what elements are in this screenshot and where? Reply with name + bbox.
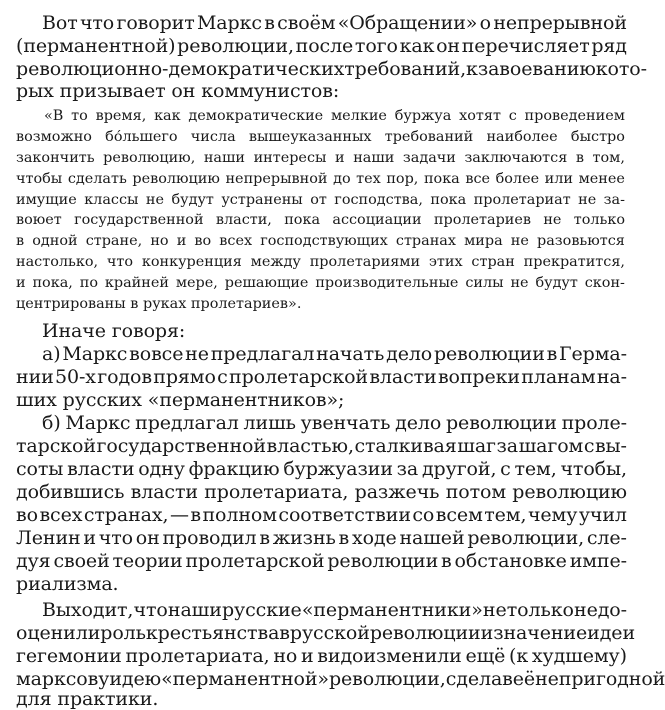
argument-line: во всех странах, — в полном соответствии со всем тем, чему учил (16, 504, 627, 526)
quote-line: и пока, по крайней мере, решающие производительные силы не будут скон- (16, 275, 625, 291)
quote-line: «В то время, как демократические мелкие буржуа хотят с проведением (44, 108, 625, 124)
quote-line: закончить революцию, наши интересы и наши задачи заключаются в том, (16, 150, 625, 166)
intro-line: рых призывает он коммунистов: (16, 80, 340, 102)
argument-line: соты власти одну фракцию буржуазии за другой, с тем, чтобы, (16, 458, 627, 480)
argument-line: нии 50-х годов прямо с пролетарской власти вопреки планам на- (16, 366, 627, 388)
argument-line: дуя своей теории пролетарской революции в обстановке импе- (16, 550, 627, 572)
argument-line: Иначе говоря: (42, 320, 186, 342)
intro-line: (перманентной) революции, после того как он перечисляет ряд (16, 35, 627, 57)
quote-line: чтобы сделать революцию непрерывной до тех пор, пока все более или менее (16, 171, 625, 187)
argument-line: Ленин и что он проводил в жизнь в ходе нашей революции, сле- (16, 527, 627, 549)
argument-line: тарской государственной властью, сталкивая шаг за шагом с вы- (16, 435, 627, 457)
quote-line: в одной стране, но и во всех господствующих странах мира не разовьются (16, 233, 625, 249)
argument-line: б) Маркс предлагал лишь увенчать дело революции проле- (42, 412, 627, 434)
conclusion-line: марксову идею «перманентной» революции, сделав её непригодной (16, 668, 665, 690)
quote-line: воюет государственной власти, пока ассоциации пролетариев не только (16, 212, 625, 228)
argument-line: риализма. (16, 573, 119, 595)
quote-line: настолько, что конкуренция между пролетариями этих стран прекратится, (16, 254, 625, 270)
quote-line: центрированы в руках пролетариев». (16, 296, 302, 312)
intro-line: Вот что говорит Маркс в своём «Обращении» о непрерывной (42, 12, 627, 34)
conclusion-line: оценили роль крестьянства в русской революции и значение идеи (16, 622, 636, 644)
argument-line: а) Маркс вовсе не предлагал начать дело революции в Герма- (42, 343, 627, 365)
intro-line: революционно-демократических требований, к завоеванию кото- (16, 58, 647, 80)
quote-line: возможно бо́льшего числа вышеуказанных требований наиболее быстро (16, 129, 625, 145)
argument-line: добившись власти пролетариата, разжечь потом революцию (16, 481, 627, 503)
quote-line: имущие классы не будут устранены от господства, пока пролетариат не за- (16, 192, 625, 208)
conclusion-line: гегемонии пролетариата, но и видоизменили ещё (к худшему) (16, 645, 627, 667)
argument-line: ших русских «перманентников»; (16, 389, 345, 411)
conclusion-line: Выходит, что наши русские «перманентники» не только недо- (42, 599, 627, 621)
conclusion-line: для практики. (16, 688, 159, 710)
